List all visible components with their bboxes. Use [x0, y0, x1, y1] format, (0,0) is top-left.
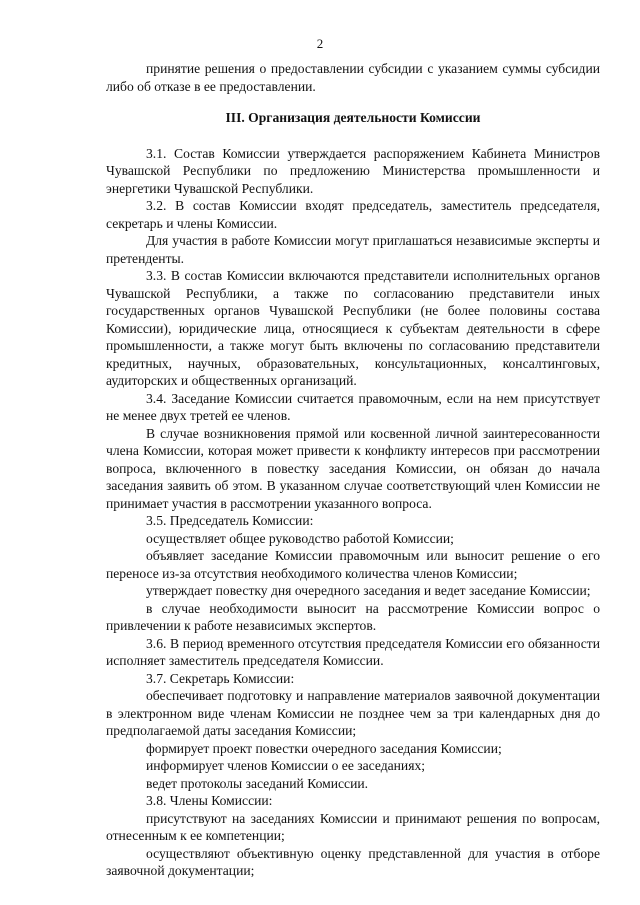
paragraph-3-7: 3.7. Секретарь Комиссии:	[146, 670, 295, 686]
document-body	[106, 60, 600, 880]
chair-duty-general-management: осуществляет общее руководство работой Комиссии;	[146, 530, 454, 546]
paragraph-3-8: 3.8. Члены Комиссии:	[146, 793, 273, 808]
member-duty-evaluate: осуществляют объективную оценку представленной для участия в отборе заявочной документации;	[106, 845, 600, 878]
member-duty-attend: присутствуют на заседаниях Комиссии и принимают решения по вопросам, отнесенным к ее компетенции;	[106, 810, 600, 843]
section-heading: III. Организация деятельности Комиссии	[225, 110, 481, 125]
intro-paragraph: принятие решения о предоставлении субсидии с указанием суммы субсидии либо об отказе в ее предоставлении.	[106, 61, 600, 94]
page-number: 2	[316, 36, 324, 51]
paragraph-3-4: 3.4. Заседание Комиссии считается правомочным, если на нем присутствует не менее двух третей ее членов.	[106, 390, 600, 423]
chair-duty-quorum-decision: объявляет заседание Комиссии правомочным или выносит решение о его переносе из-за отсутствия необходимого количества членов Комиссии;	[106, 548, 600, 581]
chair-duty-agenda: утверждает повестку дня очередного заседания и ведет заседание Комиссии;	[146, 583, 591, 598]
paragraph-3-5: 3.5. Председатель Комиссии:	[146, 513, 314, 528]
paragraph-3-1: 3.1. Состав Комиссии утверждается распоряжением Кабинета Министров Чувашской Республики по предложению Министерства промышленности и энергетики Чувашской Республики.	[106, 145, 600, 196]
paragraph-experts: Для участия в работе Комиссии могут приглашаться независимые эксперты и претенденты.	[106, 233, 600, 266]
paragraph-conflict-of-interest: В случае возникновения прямой или косвенной личной заинтересованности члена Комиссии, которая может привести к конфликту интересов при рассмотрении вопроса, включенного в повестку заседания Комиссии, он обязан до начала заседания заявить об этом. В указанном случае соответствующий член Комиссии не принимает участия в рассмотрении указанного вопроса.	[106, 425, 600, 511]
paragraph-3-6: 3.6. В период временного отсутствия председателя Комиссии его обязанности исполняет заместитель председателя Комиссии.	[106, 635, 600, 668]
secretary-duty-inform-members: информирует членов Комиссии о ее заседаниях;	[146, 758, 426, 773]
paragraph-3-3: 3.3. В состав Комиссии включаются представители исполнительных органов Чувашской Республики, а также по согласованию представители иных государственных органов Чувашской Республики (не более половины состава Комиссии), юридические лица, относящиеся к субъектам деятельности в сфере промышленности, а также могут быть включены по согласованию представители кредитных, научных, образовательных, консультационных, консалтинговых, аудиторских и общественных организаций.	[106, 268, 600, 388]
paragraph-3-2: 3.2. В состав Комиссии входят председатель, заместитель председателя, секретарь и члены Комиссии.	[106, 198, 600, 231]
chair-duty-experts: в случае необходимости выносит на рассмотрение Комиссии вопрос о привлечении к работе независимых экспертов.	[106, 600, 600, 633]
secretary-duty-materials: обеспечивает подготовку и направление материалов заявочной документации в электронном виде членам Комиссии не позднее чем за три календарных дня до предполагаемой даты заседания Комиссии;	[106, 688, 600, 738]
secretary-duty-agenda-draft: формирует проект повестки очередного заседания Комиссии;	[146, 740, 502, 756]
secretary-duty-minutes: ведет протоколы заседаний Комиссии.	[146, 775, 369, 791]
